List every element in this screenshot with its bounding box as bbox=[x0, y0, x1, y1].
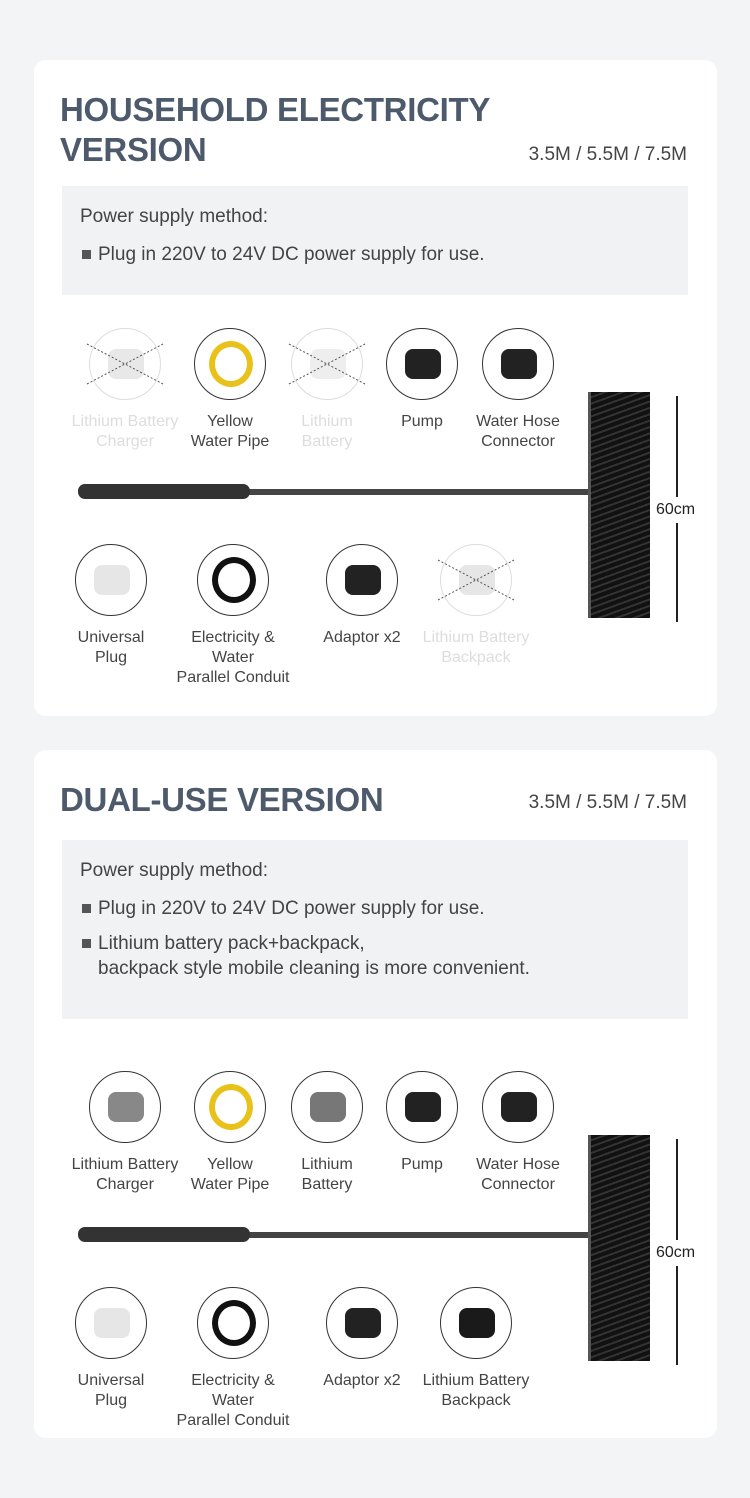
power-bullet: Lithium battery pack+backpack, backpack style mobile cleaning is more convenient. bbox=[80, 931, 670, 981]
item-label-line: Lithium bbox=[301, 413, 353, 430]
item-label bbox=[416, 1371, 536, 1411]
accessory-item bbox=[65, 1071, 185, 1195]
item-label-line: Pump bbox=[401, 1156, 443, 1173]
excluded-cross-icon bbox=[83, 324, 167, 408]
item-label bbox=[51, 628, 171, 668]
plug-icon bbox=[75, 1287, 147, 1359]
product-image bbox=[209, 1084, 253, 1130]
dual-use-version-card bbox=[34, 750, 717, 1438]
product-image bbox=[501, 1092, 537, 1122]
pump-icon bbox=[386, 1071, 458, 1143]
section-title bbox=[60, 90, 490, 170]
foam-grip bbox=[78, 1227, 250, 1242]
item-label-line: Universal bbox=[77, 629, 145, 646]
adaptor-icon bbox=[326, 1287, 398, 1359]
charger-icon bbox=[89, 1071, 161, 1143]
item-label-line: Backpack bbox=[441, 1392, 511, 1409]
power-label: Power supply method: bbox=[80, 860, 268, 881]
household-version-card bbox=[34, 60, 717, 716]
item-label-line: Universal bbox=[77, 1372, 145, 1389]
item-label-line: Backpack bbox=[441, 649, 511, 666]
item-label-line: Electricity & Water bbox=[191, 629, 275, 666]
item-label bbox=[173, 628, 293, 688]
title-line: VERSION bbox=[60, 131, 207, 168]
rotating-brush bbox=[588, 1135, 650, 1361]
item-label bbox=[65, 412, 185, 452]
accessory-item bbox=[416, 544, 536, 668]
product-image bbox=[212, 1300, 256, 1346]
item-label bbox=[65, 1155, 185, 1195]
item-label-line: Lithium Battery bbox=[71, 413, 179, 430]
water-pipe-icon bbox=[194, 328, 266, 400]
item-label-line: Plug bbox=[94, 1392, 128, 1409]
power-bullet: Plug in 220V to 24V DC power supply for use. bbox=[80, 896, 670, 921]
plug-icon bbox=[75, 544, 147, 616]
item-label-line: Lithium Battery bbox=[422, 1372, 530, 1389]
backpack-icon bbox=[440, 1287, 512, 1359]
accessory-item bbox=[302, 1287, 422, 1391]
excluded-cross-icon bbox=[285, 324, 369, 408]
hose-connector-icon bbox=[482, 1071, 554, 1143]
power-bullet: Plug in 220V to 24V DC power supply for use. bbox=[80, 242, 670, 267]
accessory-item bbox=[173, 544, 293, 688]
accessory-item bbox=[416, 1287, 536, 1411]
conduit-icon bbox=[197, 1287, 269, 1359]
water-pipe-icon bbox=[194, 1071, 266, 1143]
item-label bbox=[302, 1371, 422, 1391]
item-label-line: Pump bbox=[401, 413, 443, 430]
item-label-line: Lithium Battery bbox=[71, 1156, 179, 1173]
foam-grip bbox=[78, 484, 250, 499]
accessory-item bbox=[173, 1287, 293, 1431]
item-label-line: Yellow bbox=[207, 1156, 253, 1173]
power-info-box bbox=[62, 186, 688, 295]
battery-icon bbox=[291, 1071, 363, 1143]
pump-icon bbox=[386, 328, 458, 400]
item-label bbox=[416, 628, 536, 668]
item-label-line: Parallel Conduit bbox=[176, 669, 290, 686]
section-title bbox=[60, 780, 383, 820]
item-label-line: Electricity & Water bbox=[191, 1372, 275, 1409]
product-image bbox=[405, 1092, 441, 1122]
power-info-box bbox=[62, 840, 688, 1019]
rotating-brush bbox=[588, 392, 650, 618]
product-image bbox=[345, 565, 381, 595]
product-image bbox=[405, 349, 441, 379]
title-line: DUAL-USE VERSION bbox=[60, 781, 384, 818]
item-label-line: Connector bbox=[481, 1176, 555, 1193]
item-label-line: Battery bbox=[301, 1176, 353, 1193]
product-image bbox=[310, 1092, 346, 1122]
item-label bbox=[302, 628, 422, 648]
conduit-icon bbox=[197, 544, 269, 616]
item-label-line: Charger bbox=[96, 433, 154, 450]
item-label bbox=[458, 412, 578, 452]
item-label-line: Water Pipe bbox=[190, 433, 270, 450]
accessory-item bbox=[458, 328, 578, 452]
excluded-cross-icon bbox=[434, 540, 518, 624]
accessory-item bbox=[302, 544, 422, 648]
power-label: Power supply method: bbox=[80, 206, 268, 227]
item-label-line: Charger bbox=[96, 1176, 154, 1193]
accessory-item bbox=[51, 544, 171, 668]
product-image bbox=[108, 1092, 144, 1122]
height-label: 60cm bbox=[656, 497, 695, 523]
item-label-line: Adaptor x2 bbox=[323, 629, 401, 646]
item-label-line: Connector bbox=[481, 433, 555, 450]
item-label-line: Water Hose bbox=[476, 413, 560, 430]
accessory-item bbox=[51, 1287, 171, 1411]
item-label-line: Lithium Battery bbox=[422, 629, 530, 646]
title-line: HOUSEHOLD ELECTRICITY bbox=[60, 91, 491, 128]
product-image bbox=[345, 1308, 381, 1338]
height-label: 60cm bbox=[656, 1240, 695, 1266]
item-label-line: Water Hose bbox=[476, 1156, 560, 1173]
accessory-item bbox=[458, 1071, 578, 1195]
accessories-diagram bbox=[34, 320, 717, 686]
item-label bbox=[173, 1371, 293, 1431]
length-options: 3.5M / 5.5M / 7.5M bbox=[528, 792, 687, 813]
item-label-line: Parallel Conduit bbox=[176, 1412, 290, 1429]
item-label-line: Yellow bbox=[207, 413, 253, 430]
accessories-diagram bbox=[34, 1063, 717, 1429]
item-label-line: Water Pipe bbox=[190, 1176, 270, 1193]
item-label-line: Battery bbox=[301, 433, 353, 450]
product-image bbox=[212, 557, 256, 603]
product-image bbox=[459, 1308, 495, 1338]
item-label-line: Lithium bbox=[301, 1156, 353, 1173]
accessory-item bbox=[65, 328, 185, 452]
item-label bbox=[51, 1371, 171, 1411]
hose-connector-icon bbox=[482, 328, 554, 400]
item-label-line: Plug bbox=[94, 649, 128, 666]
product-image bbox=[209, 341, 253, 387]
product-image bbox=[94, 565, 130, 595]
length-options: 3.5M / 5.5M / 7.5M bbox=[528, 144, 687, 165]
product-image bbox=[94, 1308, 130, 1338]
product-image bbox=[501, 349, 537, 379]
item-label-line: Adaptor x2 bbox=[323, 1372, 401, 1389]
item-label bbox=[458, 1155, 578, 1195]
adaptor-icon bbox=[326, 544, 398, 616]
